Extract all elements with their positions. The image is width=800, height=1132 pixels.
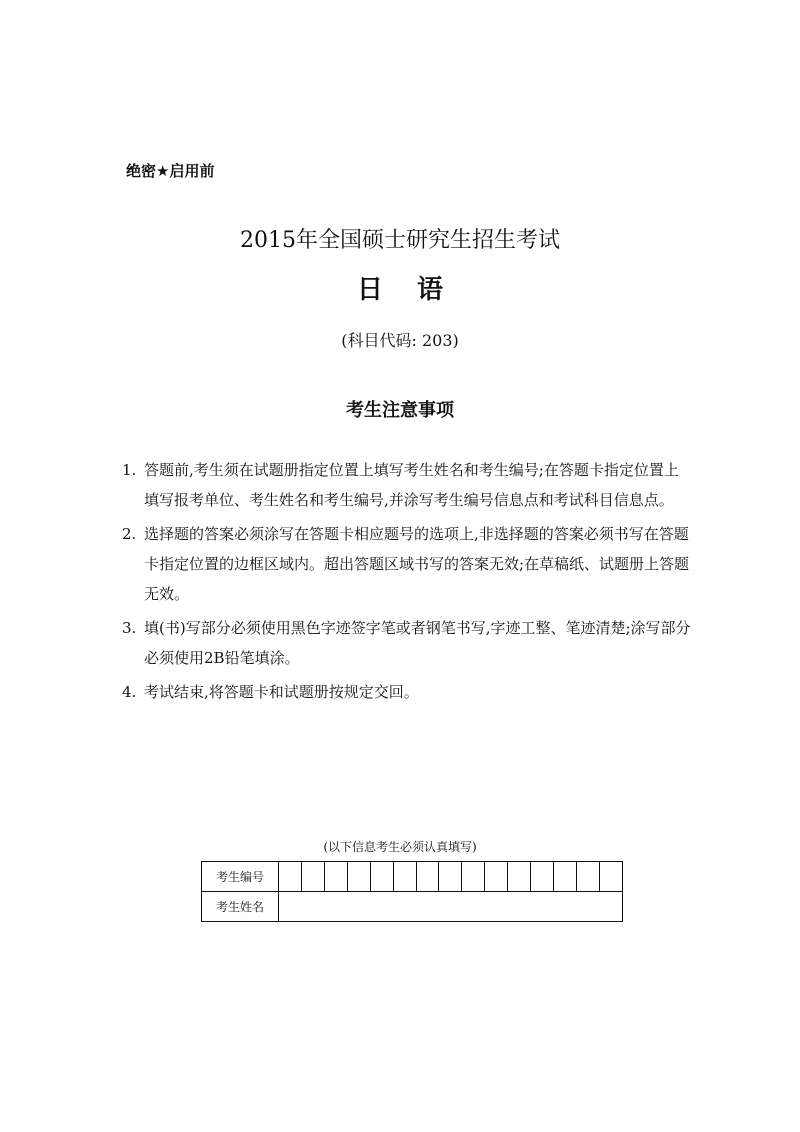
candidate-name-label: 考生姓名 — [202, 892, 279, 922]
candidate-number-digit-box[interactable] — [416, 862, 439, 892]
notice-item-number: 3. — [122, 619, 137, 637]
candidate-number-digit-box[interactable] — [508, 862, 531, 892]
candidate-number-digit-box[interactable] — [531, 862, 554, 892]
form-caption: (以下信息考生必须认真填写) — [323, 840, 477, 854]
candidate-number-digit-box[interactable] — [393, 862, 416, 892]
subject-code: (科目代码: 203) — [341, 331, 459, 350]
candidate-number-digit-box[interactable] — [576, 862, 599, 892]
notice-item-number: 2. — [122, 525, 137, 543]
notice-item-text: 答题前,考生须在试题册指定位置上填写考生姓名和考生编号;在答题卡指定位置上填写报考单位、考生姓名和考生编号,并涂写考生编号信息点和考试科目信息点。 — [144, 461, 679, 509]
candidate-number-digit-box[interactable] — [324, 862, 347, 892]
candidate-number-digit-box[interactable] — [439, 862, 462, 892]
notice-item — [122, 677, 692, 707]
candidate-number-row — [202, 862, 623, 892]
candidate-number-digit-box[interactable] — [301, 862, 324, 892]
notice-item-text: 选择题的答案必须涂写在答题卡相应题号的选项上,非选择题的答案必须书写在答题卡指定位置的边框区域内。超出答题区域书写的答案无效;在草稿纸、试题册上答题无效。 — [144, 525, 690, 603]
notice-item — [122, 519, 692, 609]
candidate-number-digit-box[interactable] — [347, 862, 370, 892]
notice-list — [122, 455, 692, 711]
candidate-info-table — [201, 861, 623, 922]
subject-char-1: 日 — [356, 275, 383, 305]
candidate-number-digit-box[interactable] — [599, 862, 622, 892]
notice-heading: 考生注意事项 — [346, 400, 454, 421]
candidate-number-label: 考生编号 — [202, 862, 279, 892]
candidate-number-digit-box[interactable] — [370, 862, 393, 892]
notice-item-number: 1. — [122, 461, 137, 479]
notice-item — [122, 455, 692, 515]
notice-item-number: 4. — [122, 683, 137, 701]
subject-title — [0, 273, 800, 307]
confidential-mark: 绝密★启用前 — [126, 162, 215, 180]
candidate-number-digit-box[interactable] — [485, 862, 508, 892]
candidate-name-row — [202, 892, 623, 922]
candidate-number-digit-box[interactable] — [279, 862, 302, 892]
exam-title: 2015年全国硕士研究生招生考试 — [240, 228, 560, 253]
candidate-number-digit-box[interactable] — [554, 862, 577, 892]
candidate-name-field[interactable] — [279, 892, 623, 922]
candidate-number-digit-box[interactable] — [462, 862, 485, 892]
notice-item-text: 考试结束,将答题卡和试题册按规定交回。 — [144, 683, 419, 701]
subject-char-2: 语 — [417, 275, 444, 305]
notice-item-text: 填(书)写部分必须使用黑色字迹签字笔或者钢笔书写,字迹工整、笔迹清楚;涂写部分必须使用2B铅笔填涂。 — [144, 619, 691, 667]
notice-item — [122, 613, 692, 673]
